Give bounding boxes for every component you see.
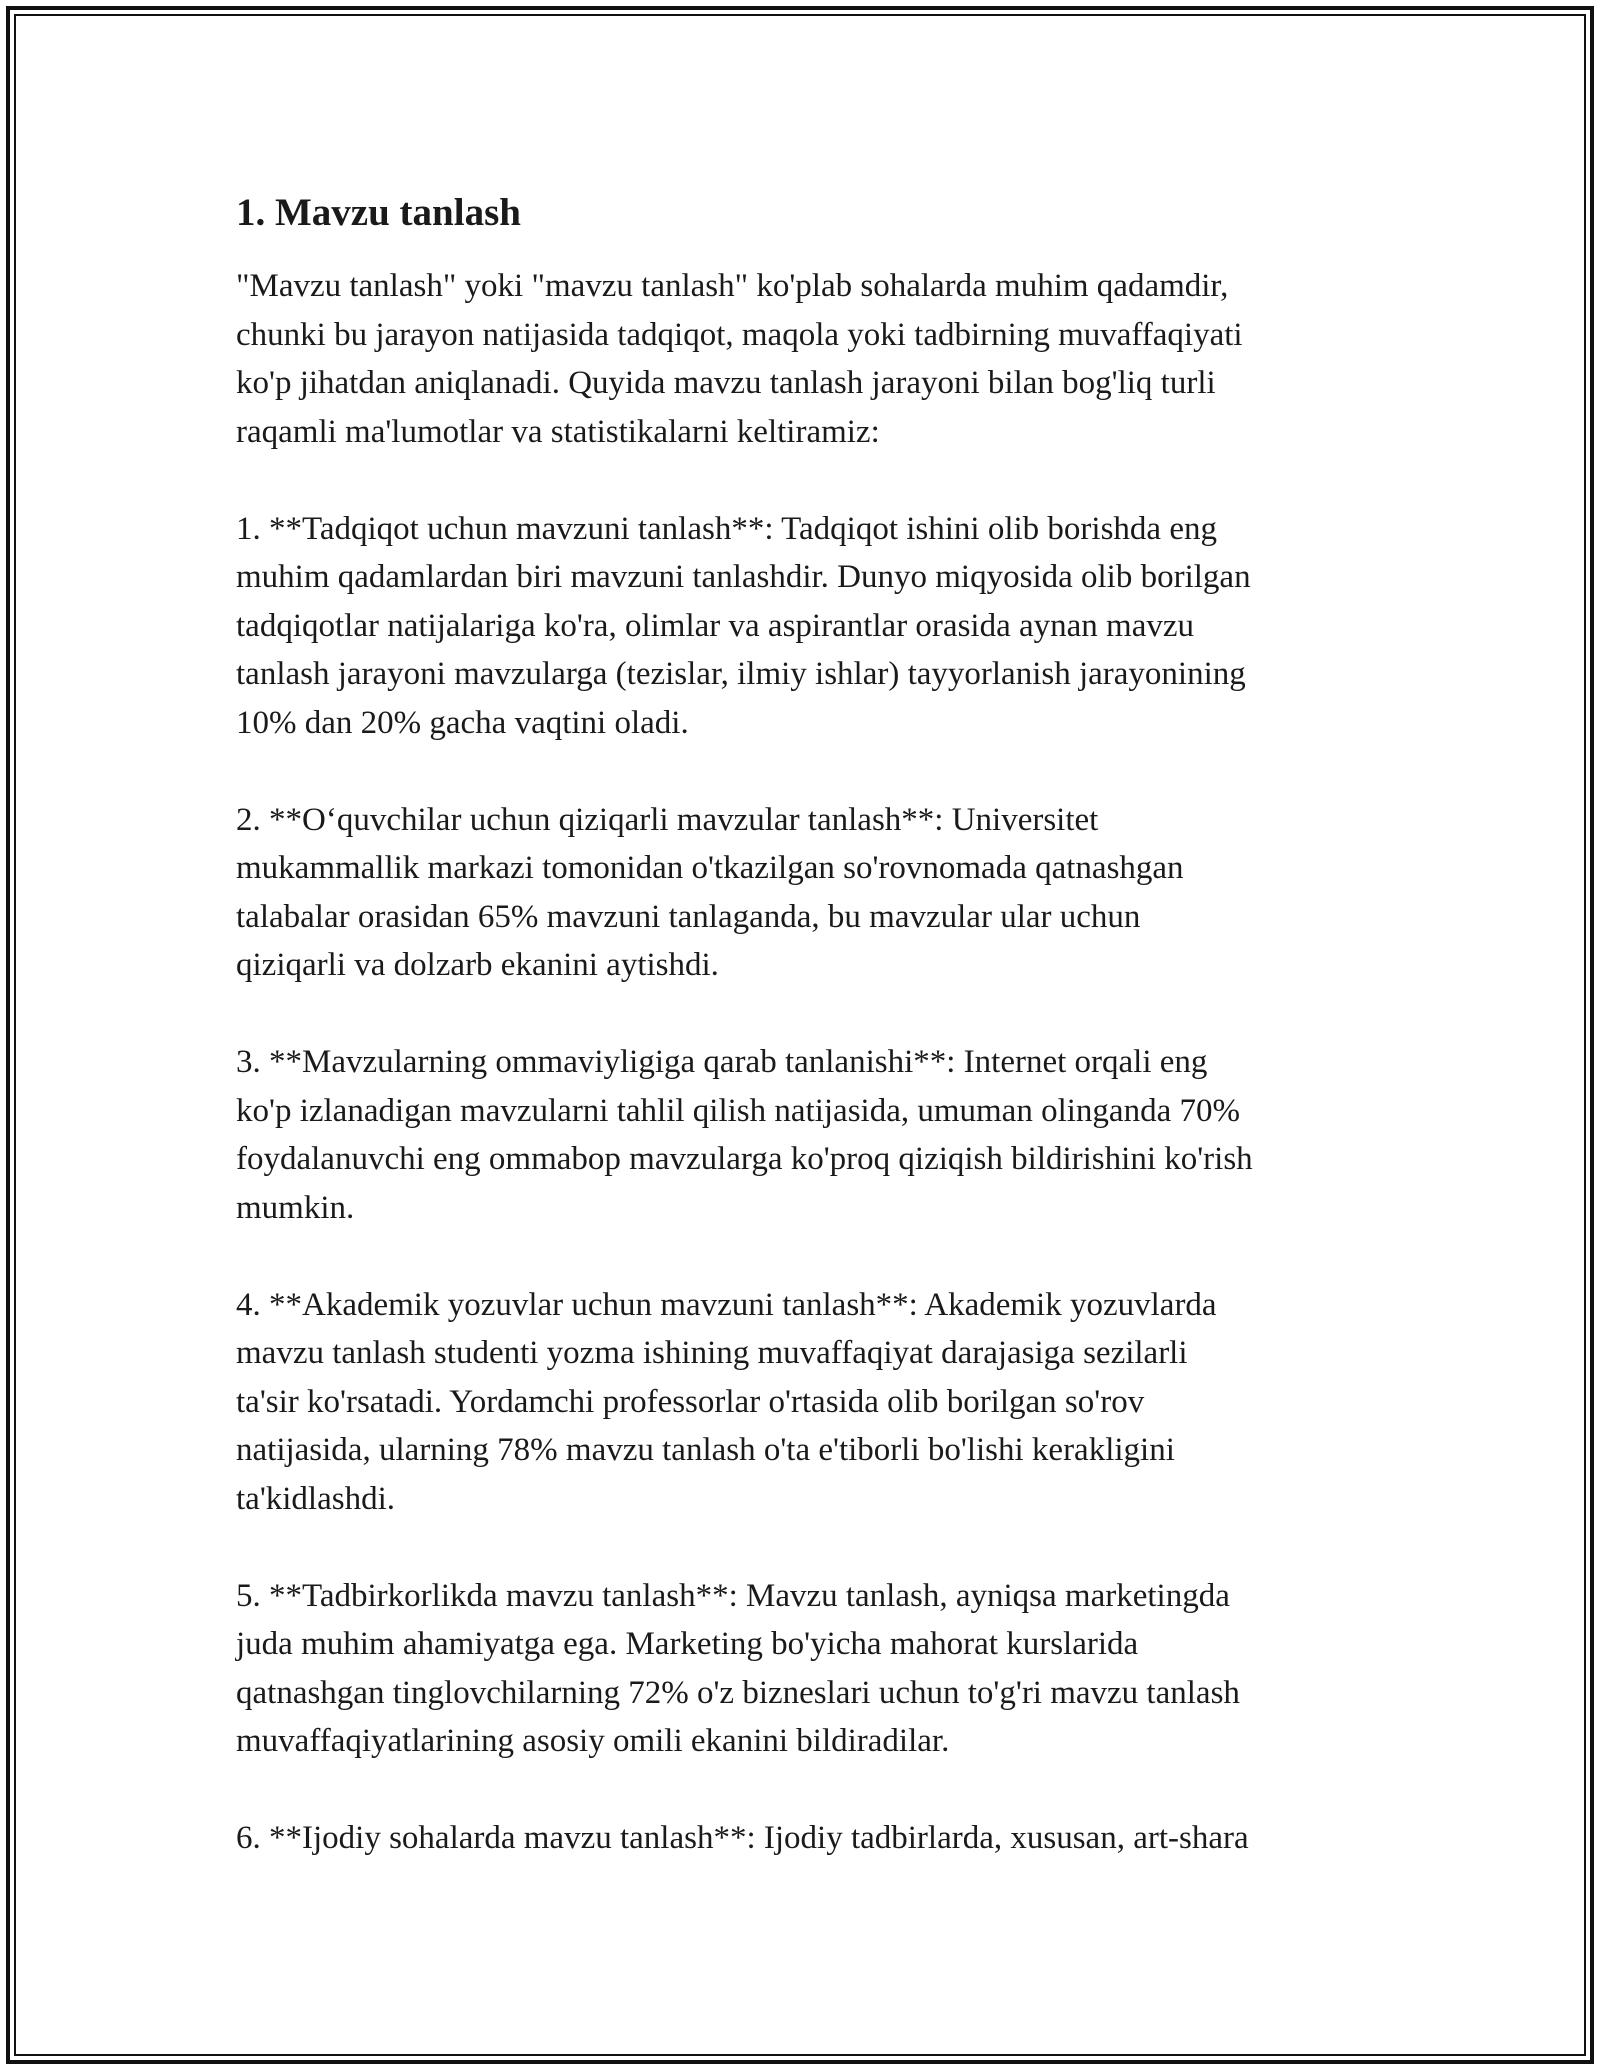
list-item-4: 4. **Akademik yozuvlar uchun mavzuni tanlash**: Akademik yozuvlarda mavzu tanlash studenti yozma ishining muvaffaqiyat darajasiga sezilarli ta'sir ko'rsatadi. Yordamchi professorlar o'rtasida olib borilgan so'rov natijasida, ularning 78% mavzu tanlash o'ta e'tiborli bo'lishi kerakligini ta'kidlashdi. [236,1286,1217,1517]
list-item-1: 1. **Tadqiqot uchun mavzuni tanlash**: Tadqiqot ishini olib borishda eng muhim qadamlardan biri mavzuni tanlashdir. Dunyo miqyosida olib borilgan tadqiqotlar natijalariga ko'ra, olimlar va aspirantlar orasida aynan mavzu tanlash jarayoni mavzularga (tezislar, ilmiy ishlar) tayyorlanish jarayonining 10% dan 20% gacha vaqtini oladi. [236,510,1251,741]
list-item-5: 5. **Tadbirkorlikda mavzu tanlash**: Mavzu tanlash, ayniqsa marketingda juda muhim ahamiyatga ega. Marketing bo'yicha mahorat kurslarida qatnashgan tinglovchilarning 72% o'z bizneslari uchun to'g'ri mavzu tanlash muvaffaqiyatlarining asosiy omili ekanini bildiradilar. [236,1577,1240,1759]
document-body [236,186,1386,1911]
list-item-6: 6. **Ijodiy sohalarda mavzu tanlash**: Ijodiy tadbirlarda, xususan, art-shara [236,1820,1249,1856]
intro-paragraph: "Mavzu tanlash" yoki "mavzu tanlash" ko'plab sohalarda muhim qadamdir, chunki bu jarayon natijasida tadqiqot, maqola yoki tadbirning muvaffaqiyati ko'p jihatdan aniqlanadi. Quyida mavzu tanlash jarayoni bilan bog'liq turli raqamli ma'lumotlar va statistikalarni keltiramiz: [236,268,1243,450]
section-heading: 1. Mavzu tanlash [236,191,521,234]
list-item-2: 2. **O‘quvchilar uchun qiziqarli mavzular tanlash**: Universitet mukammallik markazi tomonidan o'tkazilgan so'rovnomada qatnashgan talabalar orasidan 65% mavzuni tanlaganda, bu mavzular ular uchun qiziqarli va dolzarb ekanini aytishdi. [236,801,1184,983]
list-item-3: 3. **Mavzularning ommaviyligiga qarab tanlanishi**: Internet orqali eng ko'p izlanadigan mavzularni tahlil qilish natijasida, umuman olinganda 70% foydalanuvchi eng ommabop mavzularga ko'proq qiziqish bildirishini ko'rish mumkin. [236,1044,1253,1226]
